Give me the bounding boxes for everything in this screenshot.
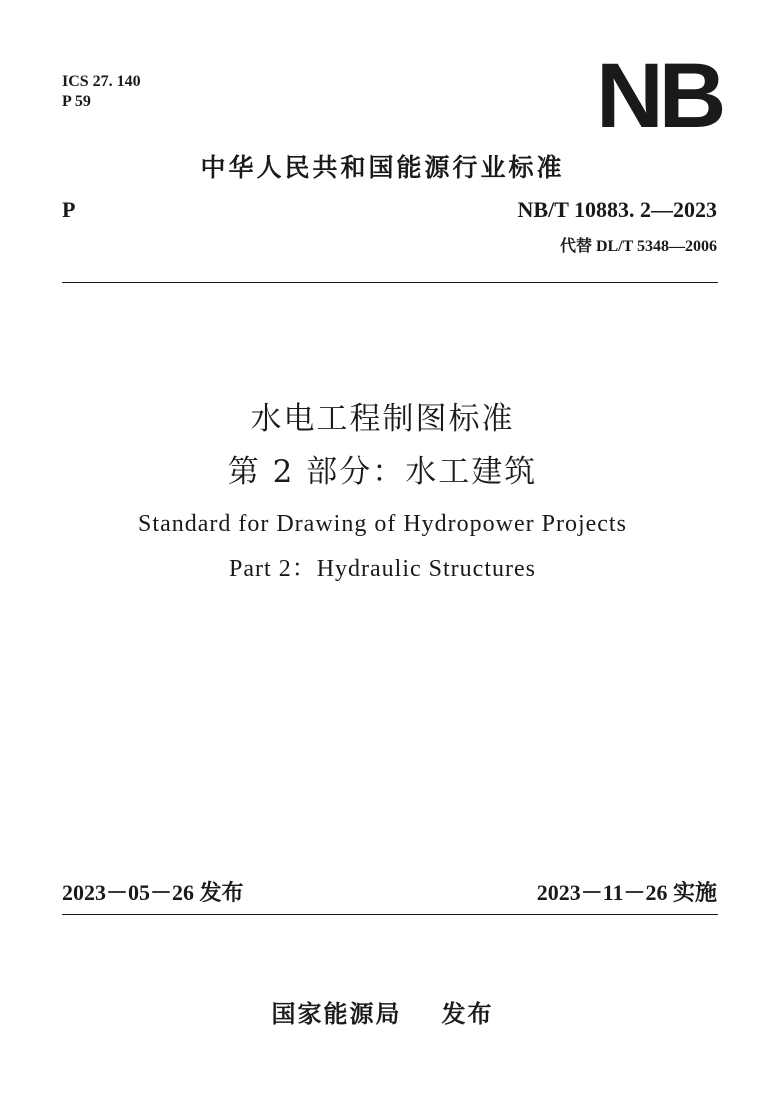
standard-type-title: 中华人民共和国能源行业标准 [200, 153, 565, 182]
ics-code: ICS 27. 140 [62, 73, 141, 90]
top-divider [62, 282, 718, 283]
english-title-line1: Standard for Drawing of Hydropower Projects [138, 511, 627, 537]
implementation-date: 2023－11－26 实施 [536, 880, 717, 905]
issuer-name: 国家能源局 [271, 1000, 402, 1028]
issue-date: 2023－05－26 发布 [62, 880, 244, 905]
category-letter: P [62, 197, 76, 222]
chinese-title-line2: 第 2 部分：水工建筑 [227, 454, 538, 490]
classification-code: P 59 [62, 93, 91, 110]
english-title-line2: Part 2：Hydraulic Structures [229, 556, 536, 582]
issuer-action: 发布 [441, 1000, 494, 1028]
nb-logo: NB [596, 45, 722, 147]
standard-number: NB/T 10883. 2—2023 [517, 197, 717, 222]
issuer-line [0, 994, 765, 1029]
chinese-title-line1: 水电工程制图标准 [250, 401, 515, 437]
bottom-divider [62, 914, 718, 915]
replaces-standard: 代替 DL/T 5348—2006 [559, 238, 717, 255]
ics-code-block [62, 72, 141, 112]
